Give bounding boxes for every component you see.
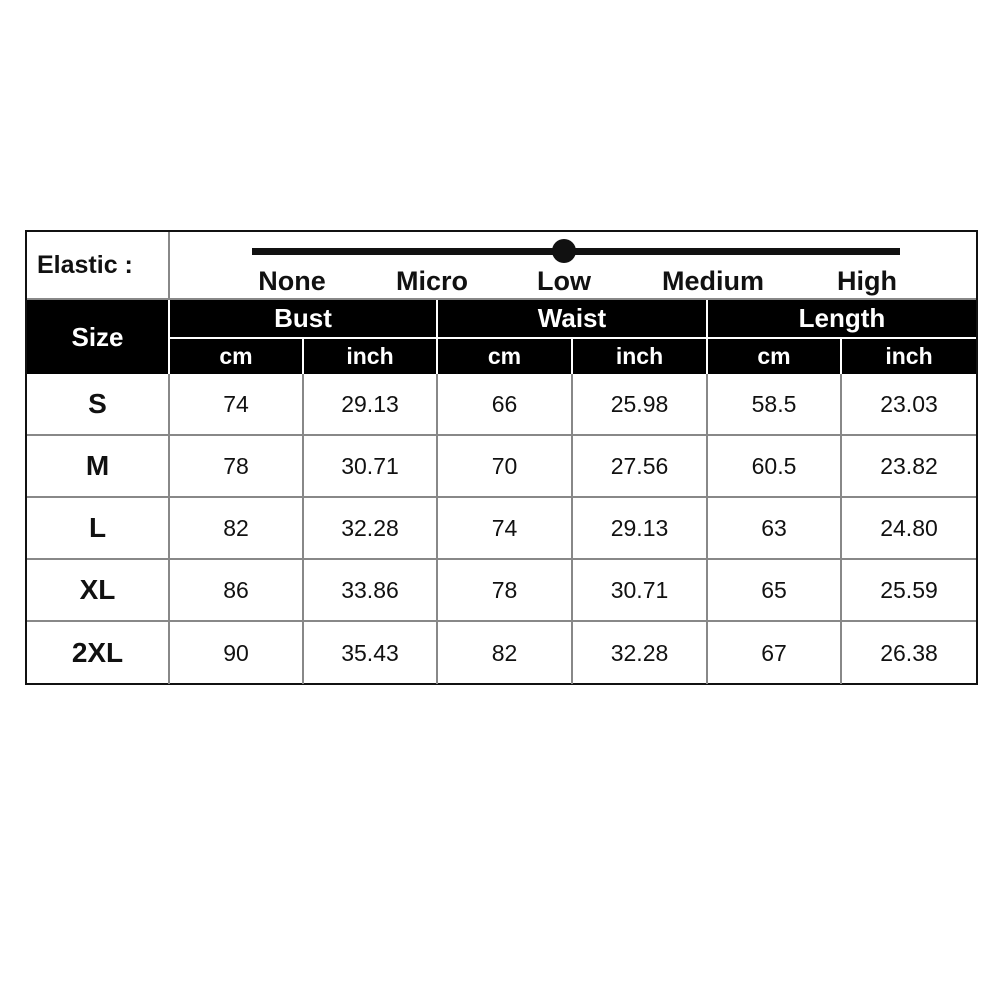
elastic-level-marker bbox=[552, 239, 576, 263]
elastic-option-none: None bbox=[258, 266, 326, 296]
size-cell: L bbox=[27, 498, 170, 560]
group-header-bust: Bust bbox=[170, 300, 438, 337]
value-cell: 23.82 bbox=[842, 436, 976, 498]
value-cell: 78 bbox=[170, 436, 304, 498]
elastic-option-micro: Micro bbox=[395, 266, 469, 296]
unit-header-waist-cm: cm bbox=[438, 339, 573, 374]
elastic-scale-line bbox=[252, 248, 900, 255]
value-cell: 82 bbox=[438, 622, 573, 684]
value-cell: 29.13 bbox=[573, 498, 708, 560]
size-cell: 2XL bbox=[27, 622, 170, 684]
value-cell: 26.38 bbox=[880, 639, 938, 666]
value-cell: 30.71 bbox=[573, 560, 708, 622]
value-cell: 30.71 bbox=[304, 436, 438, 498]
value-cell: 35.43 bbox=[304, 622, 438, 684]
value-cell: 67 bbox=[708, 622, 842, 684]
value-cell: 58.5 bbox=[708, 374, 842, 436]
value-cell: 86 bbox=[170, 560, 304, 622]
unit-header-length-inch: inch bbox=[842, 339, 976, 374]
group-header-waist: Waist bbox=[438, 300, 708, 337]
unit-header-waist-inch: inch bbox=[573, 339, 708, 374]
unit-header-bust-cm: cm bbox=[170, 339, 304, 374]
elastic-option-medium: Medium bbox=[661, 266, 765, 296]
size-header: Size bbox=[27, 300, 170, 374]
value-cell: 32.28 bbox=[304, 498, 438, 560]
group-header-length: Length bbox=[708, 300, 976, 337]
elastic-option-high: High bbox=[837, 266, 897, 296]
value-cell: 29.13 bbox=[304, 374, 438, 436]
elastic-scale bbox=[170, 232, 976, 300]
elastic-label: Elastic : bbox=[27, 232, 170, 300]
value-cell: 23.03 bbox=[842, 374, 976, 436]
unit-header-length-cm: cm bbox=[708, 339, 842, 374]
value-cell: 82 bbox=[170, 498, 304, 560]
value-cell: 25.98 bbox=[573, 374, 708, 436]
header-separator bbox=[170, 337, 976, 339]
value-cell: 33.86 bbox=[304, 560, 438, 622]
size-cell: XL bbox=[27, 560, 170, 622]
value-cell: 66 bbox=[438, 374, 573, 436]
value-cell: 90 bbox=[170, 622, 304, 684]
value-cell: 24.80 bbox=[842, 498, 976, 560]
value-cell: 74 bbox=[438, 498, 573, 560]
value-cell: 60.5 bbox=[708, 436, 842, 498]
size-chart bbox=[25, 230, 978, 685]
value-cell: 25.59 bbox=[842, 560, 976, 622]
unit-header-bust-inch: inch bbox=[304, 339, 438, 374]
size-cell: S bbox=[27, 374, 170, 436]
value-cell: 27.56 bbox=[573, 436, 708, 498]
value-cell: 63 bbox=[708, 498, 842, 560]
value-cell: 78 bbox=[438, 560, 573, 622]
value-cell: 70 bbox=[438, 436, 573, 498]
size-cell: M bbox=[27, 436, 170, 498]
elastic-option-low: Low bbox=[537, 266, 591, 296]
value-cell: 32.28 bbox=[573, 622, 708, 684]
value-cell: 65 bbox=[708, 560, 842, 622]
value-cell: 74 bbox=[170, 374, 304, 436]
